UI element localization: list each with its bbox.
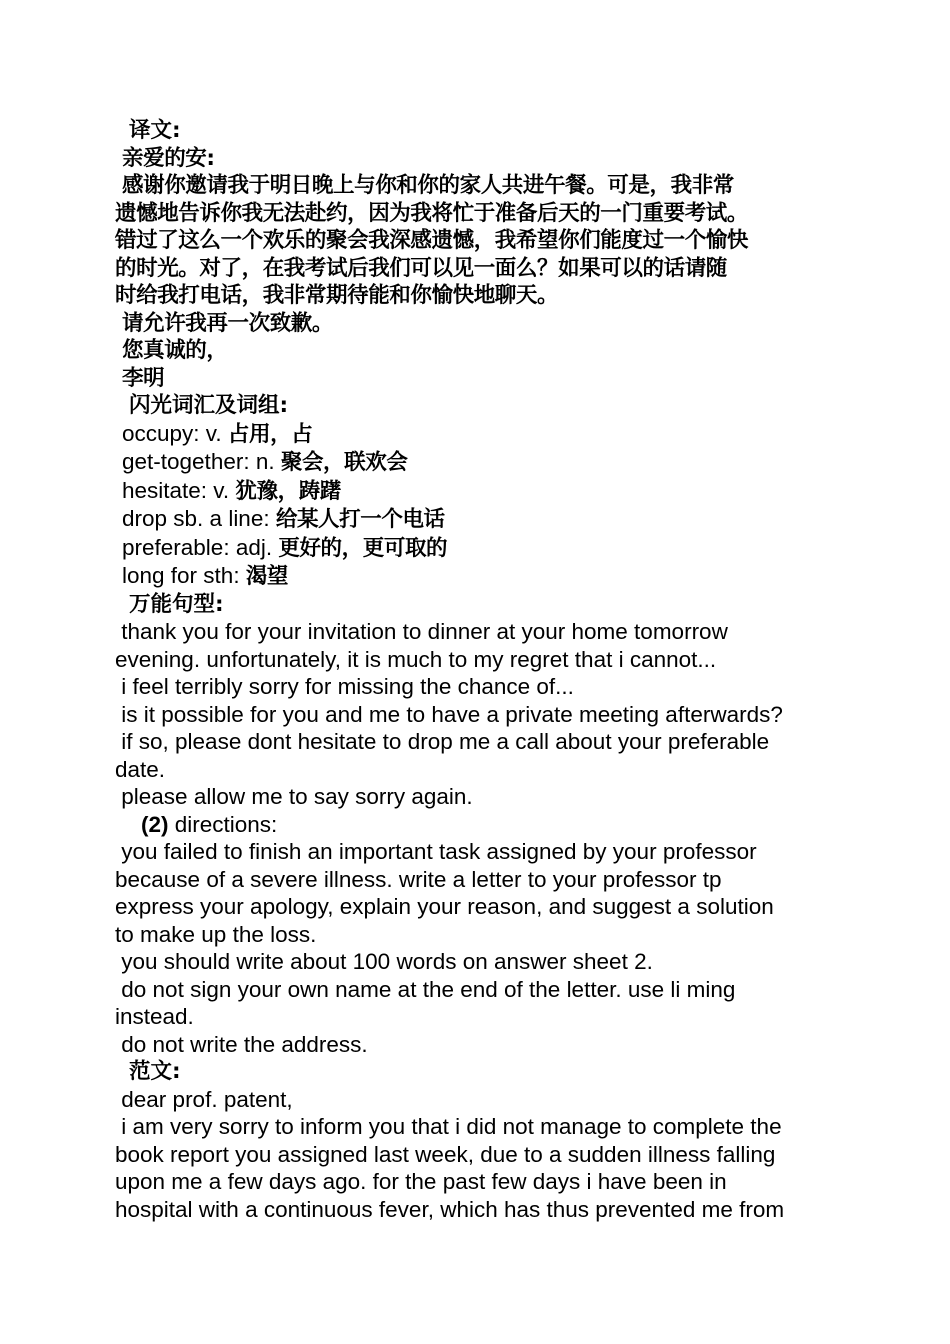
pattern-line: i feel terribly sorry for missing the chance of... — [115, 674, 574, 699]
directions-line: you failed to finish an important task assigned by your professor — [115, 839, 757, 864]
translation-body-line: 的时光。对了，在我考试后我们可以见一面么？如果可以的话请随 — [115, 255, 727, 281]
translation-heading: 译文: — [129, 118, 181, 143]
vocabulary-item — [115, 505, 835, 534]
sample-line: dear prof. patent, — [115, 1086, 293, 1112]
vocabulary-meaning: 给某人打一个电话 — [275, 507, 445, 532]
translation-body-line: 时给我打电话，我非常期待能和你愉快地聊天。 — [115, 283, 559, 308]
vocabulary-term: hesitate: v. — [122, 477, 236, 503]
vocabulary-meaning: 聚会，联欢会 — [280, 450, 408, 475]
directions-line: to make up the loss. — [115, 921, 317, 947]
sample-line: book report you assigned last week, due to a sudden illness falling — [115, 1141, 776, 1167]
vocabulary-meaning: 犹豫，踌躇 — [235, 478, 341, 504]
translation-body-line: 错过了这么一个欢乐的聚会我深感遗憾，我希望你们能度过一个愉快 — [115, 228, 749, 253]
vocabulary-item — [115, 534, 835, 563]
vocabulary-term: get-together: n. — [122, 449, 281, 474]
pattern-line: evening. unfortunately, it is much to my regret that i cannot... — [115, 646, 717, 672]
pattern-line: thank you for your invitation to dinner at your home tomorrow — [115, 619, 728, 644]
pattern-line: date. — [115, 756, 166, 782]
directions-line: because of a severe illness. write a letter to your professor tp — [115, 866, 722, 892]
sample-line: hospital with a continuous fever, which has thus prevented me from — [115, 1196, 785, 1222]
sample-line: upon me a few days ago. for the past few days i have been in — [115, 1169, 727, 1194]
vocabulary-term: occupy: v. — [122, 420, 228, 446]
vocabulary-term: long for sth: — [122, 563, 246, 588]
vocabulary-item — [115, 420, 835, 449]
vocabulary-heading: 闪光词汇及词组: — [129, 393, 289, 418]
pattern-line: if so, please dont hesitate to drop me a call about your preferable — [115, 729, 770, 754]
translation-closing: 您真诚的， — [122, 338, 228, 363]
vocabulary-term: drop sb. a line: — [122, 506, 276, 531]
vocabulary-term: preferable: adj. — [122, 534, 279, 560]
directions-line: you should write about 100 words on answer sheet 2. — [115, 949, 653, 974]
translation-body-line: 遗憾地告诉你我无法赴约，因为我将忙于准备后天的一门重要考试。 — [115, 200, 749, 226]
vocabulary-meaning: 更好的，更可取的 — [278, 535, 448, 561]
document-content — [115, 117, 835, 1223]
vocabulary-meaning: 渴望 — [245, 564, 289, 589]
directions-line: instead. — [115, 1004, 194, 1029]
vocabulary-meaning: 占用，占 — [227, 421, 313, 447]
translation-apology: 请允许我再一次致歉。 — [122, 310, 334, 336]
vocabulary-item — [115, 448, 835, 477]
sample-heading: 范文: — [129, 1059, 181, 1084]
task2-label: directions: — [174, 811, 278, 837]
directions-line: express your apology, explain your reason, and suggest a solution — [115, 894, 774, 919]
patterns-heading: 万能句型: — [129, 591, 224, 617]
pattern-line: please allow me to say sorry again. — [115, 784, 473, 809]
translation-salutation: 亲爱的安: — [122, 145, 215, 171]
directions-line: do not sign your own name at the end of the letter. use li ming — [115, 976, 736, 1002]
sample-line: i am very sorry to inform you that i did not manage to complete the — [115, 1114, 782, 1139]
pattern-line: is it possible for you and me to have a private meeting afterwards? — [115, 701, 783, 727]
vocabulary-item — [115, 477, 835, 506]
vocabulary-item — [115, 562, 835, 591]
task2-directions — [115, 811, 835, 839]
directions-line: do not write the address. — [115, 1031, 368, 1057]
translation-body-line: 感谢你邀请我于明日晚上与你和你的家人共进午餐。可是，我非常 — [122, 173, 734, 198]
translation-signature: 李明 — [122, 365, 165, 391]
task2-number: (2) — [141, 811, 169, 837]
